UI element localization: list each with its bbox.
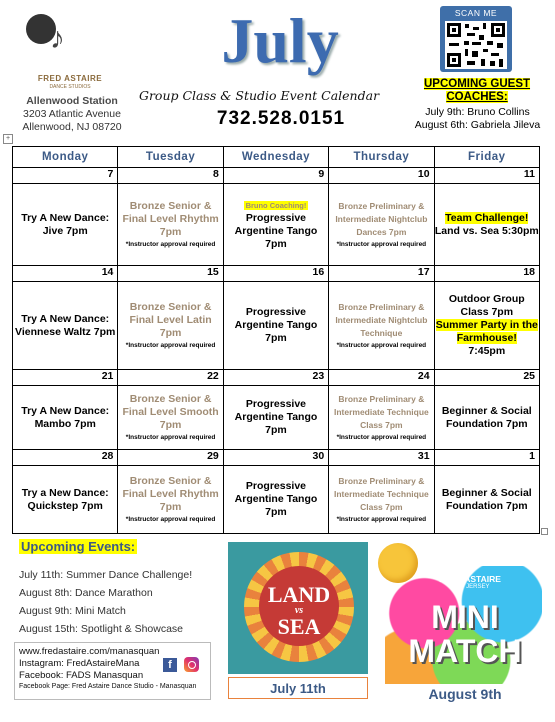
date-number: 25 [434,370,539,386]
event-text: Bronze Senior & Final Level Rhythm 7pm [122,200,219,238]
land-vs-sea-title [259,584,339,638]
date-number: 11 [434,168,539,184]
event-cell [329,386,434,450]
brand-name: FRED ASTAIRE [37,74,103,83]
event-cell [118,282,223,370]
dancer-logo-icon: ♪ [50,22,65,55]
event-text: Bronze Preliminary & Intermediate Technique Class 7pm [333,476,429,512]
smiley-emoji-icon [378,543,418,583]
weekday-header: Friday [434,147,539,168]
date-number: 7 [13,168,118,184]
date-number: 30 [223,450,328,466]
event-cell [434,386,539,450]
event-cell [329,282,434,370]
address-line: 3203 Atlantic Avenue [23,108,121,120]
table-move-handle-icon[interactable]: + [3,134,13,144]
date-number: 24 [329,370,434,386]
website-link[interactable]: www.fredastaire.com/manasquan [19,646,160,657]
upcoming-event-item: July 11th: Summer Dance Challenge! [19,569,193,581]
date-number: 10 [329,168,434,184]
event-cell [223,184,328,266]
event-cell [434,184,539,266]
event-text: Outdoor Group Class 7pm [448,293,525,318]
date-number: 9 [223,168,328,184]
brand-subtitle: DANCE STUDIOS [49,84,91,90]
guest-coach-item: July 9th: Bruno Collins [425,106,530,118]
instagram-handle[interactable]: Instagram: FredAstaireMana [19,658,140,669]
approval-note: *Instructor approval required [125,241,216,248]
approval-note: *Instructor approval required [336,342,427,349]
event-cell [118,184,223,266]
calendar-subtitle: Group Class & Studio Event Calendar [138,88,380,103]
vs-word: vs [294,605,304,616]
date-number: 28 [13,450,118,466]
date-number: 29 [118,450,223,466]
date-row [13,266,540,282]
event-cell [329,466,434,534]
event-cell [118,386,223,450]
event-text: 7:45pm [468,345,506,357]
event-row [13,184,540,266]
event-row [13,466,540,534]
land-word: LAND [267,582,331,607]
date-number: 22 [118,370,223,386]
approval-note: *Instructor approval required [336,241,427,248]
qr-code-icon[interactable] [445,21,507,69]
mini-match-date: August 9th [428,686,502,702]
mini-match-brand-sub: NEW JERSEY [450,584,490,590]
event-text: Progressive Argentine Tango 7pm [234,306,318,344]
event-cell [13,466,118,534]
event-text: Progressive Argentine Tango 7pm [234,211,318,250]
approval-note: *Instructor approval required [336,516,427,523]
date-number: 8 [118,168,223,184]
date-row [13,370,540,386]
event-text: Try a New Dance: Quickstep 7pm [21,486,109,512]
event-text: Try A New Dance: Jive 7pm [21,211,110,237]
studio-address [22,95,122,134]
coaching-badge: Bruno Coaching! [245,200,307,210]
approval-note: *Instructor approval required [125,516,216,523]
event-cell [13,282,118,370]
phone-number[interactable]: 732.528.0151 [216,108,346,129]
mini-match-brand: FRED ASTAIRE [439,574,501,584]
weekday-header: Thursday [329,147,434,168]
month-title: July [221,5,339,76]
upcoming-event-item: August 8th: Dance Marathon [19,587,153,599]
event-row [13,282,540,370]
guest-coaches-title-line: COACHES: [446,91,508,103]
event-text: Land vs. Sea 5:30pm [434,224,539,237]
event-cell [118,466,223,534]
approval-note: *Instructor approval required [336,434,427,441]
upcoming-event-item: August 15th: Spotlight & Showcase [19,623,184,635]
date-number: 18 [434,266,539,282]
guest-coaches-title [412,78,542,104]
date-number: 31 [329,450,434,466]
facebook-page[interactable]: Facebook Page: Fred Astaire Dance Studio - Manasquan [19,683,197,690]
scan-me-label: SCAN ME [454,8,498,18]
date-number: 16 [223,266,328,282]
event-cell [223,466,328,534]
event-text: Progressive Argentine Tango 7pm [234,398,318,436]
event-cell [434,282,539,370]
event-text: Try A New Dance: Mambo 7pm [21,404,110,430]
table-resize-handle[interactable] [541,528,548,535]
event-text: Bronze Senior & Final Level Rhythm 7pm [122,475,219,513]
date-row [13,450,540,466]
instagram-lens-icon [188,661,196,669]
event-cell [434,466,539,534]
mini-word: MINI [431,599,499,635]
date-row [13,168,540,184]
event-highlight: Team Challenge! [445,211,529,224]
approval-note: *Instructor approval required [125,342,216,349]
land-vs-sea-date: July 11th [228,677,368,699]
event-text: Progressive Argentine Tango 7pm [234,480,318,518]
event-cell [223,282,328,370]
date-number: 1 [434,450,539,466]
event-cell [223,386,328,450]
event-cell [13,386,118,450]
event-text: Bronze Senior & Final Level Smooth 7pm [122,393,219,431]
date-number: 21 [13,370,118,386]
match-word: MATCH [408,633,522,669]
sea-word: SEA [277,614,321,639]
weekday-header: Tuesday [118,147,223,168]
event-cell [13,184,118,266]
event-highlight: Summer Party in the Farmhouse! [435,319,538,344]
address-line: Allenwood Station [26,95,118,107]
weekday-header: Monday [13,147,118,168]
date-number: 17 [329,266,434,282]
event-text: Try A New Dance: Viennese Waltz 7pm [15,312,116,338]
upcoming-events-title: Upcoming Events: [21,539,136,554]
guest-coaches-title-line: UPCOMING GUEST [423,78,531,90]
weekday-header: Wednesday [223,147,328,168]
event-text: Bronze Senior & Final Level Latin 7pm [129,301,212,339]
calendar-table [12,146,540,534]
event-row [13,386,540,450]
event-text: Bronze Preliminary & Intermediate Nightclub Technique [335,302,428,338]
approval-note: *Instructor approval required [125,434,216,441]
facebook-icon[interactable]: f [163,658,177,672]
event-text: Bronze Preliminary & Intermediate Nightclub Dances 7pm [335,201,428,237]
weekday-header-row [13,147,540,168]
mini-match-title [395,600,535,668]
date-number: 15 [118,266,223,282]
event-text: Beginner & Social Foundation 7pm [441,486,532,512]
event-text: Bronze Preliminary & Intermediate Technique Class 7pm [333,394,429,430]
upcoming-event-item: August 9th: Mini Match [19,605,126,617]
address-line: Allenwood, NJ 08720 [22,121,122,133]
date-number: 14 [13,266,118,282]
date-number: 23 [223,370,328,386]
facebook-handle[interactable]: Facebook: FADS Manasquan [19,670,144,681]
guest-coach-item: August 6th: Gabriela Jileva [414,119,541,131]
event-cell [329,184,434,266]
event-text: Beginner & Social Foundation 7pm [441,404,532,430]
